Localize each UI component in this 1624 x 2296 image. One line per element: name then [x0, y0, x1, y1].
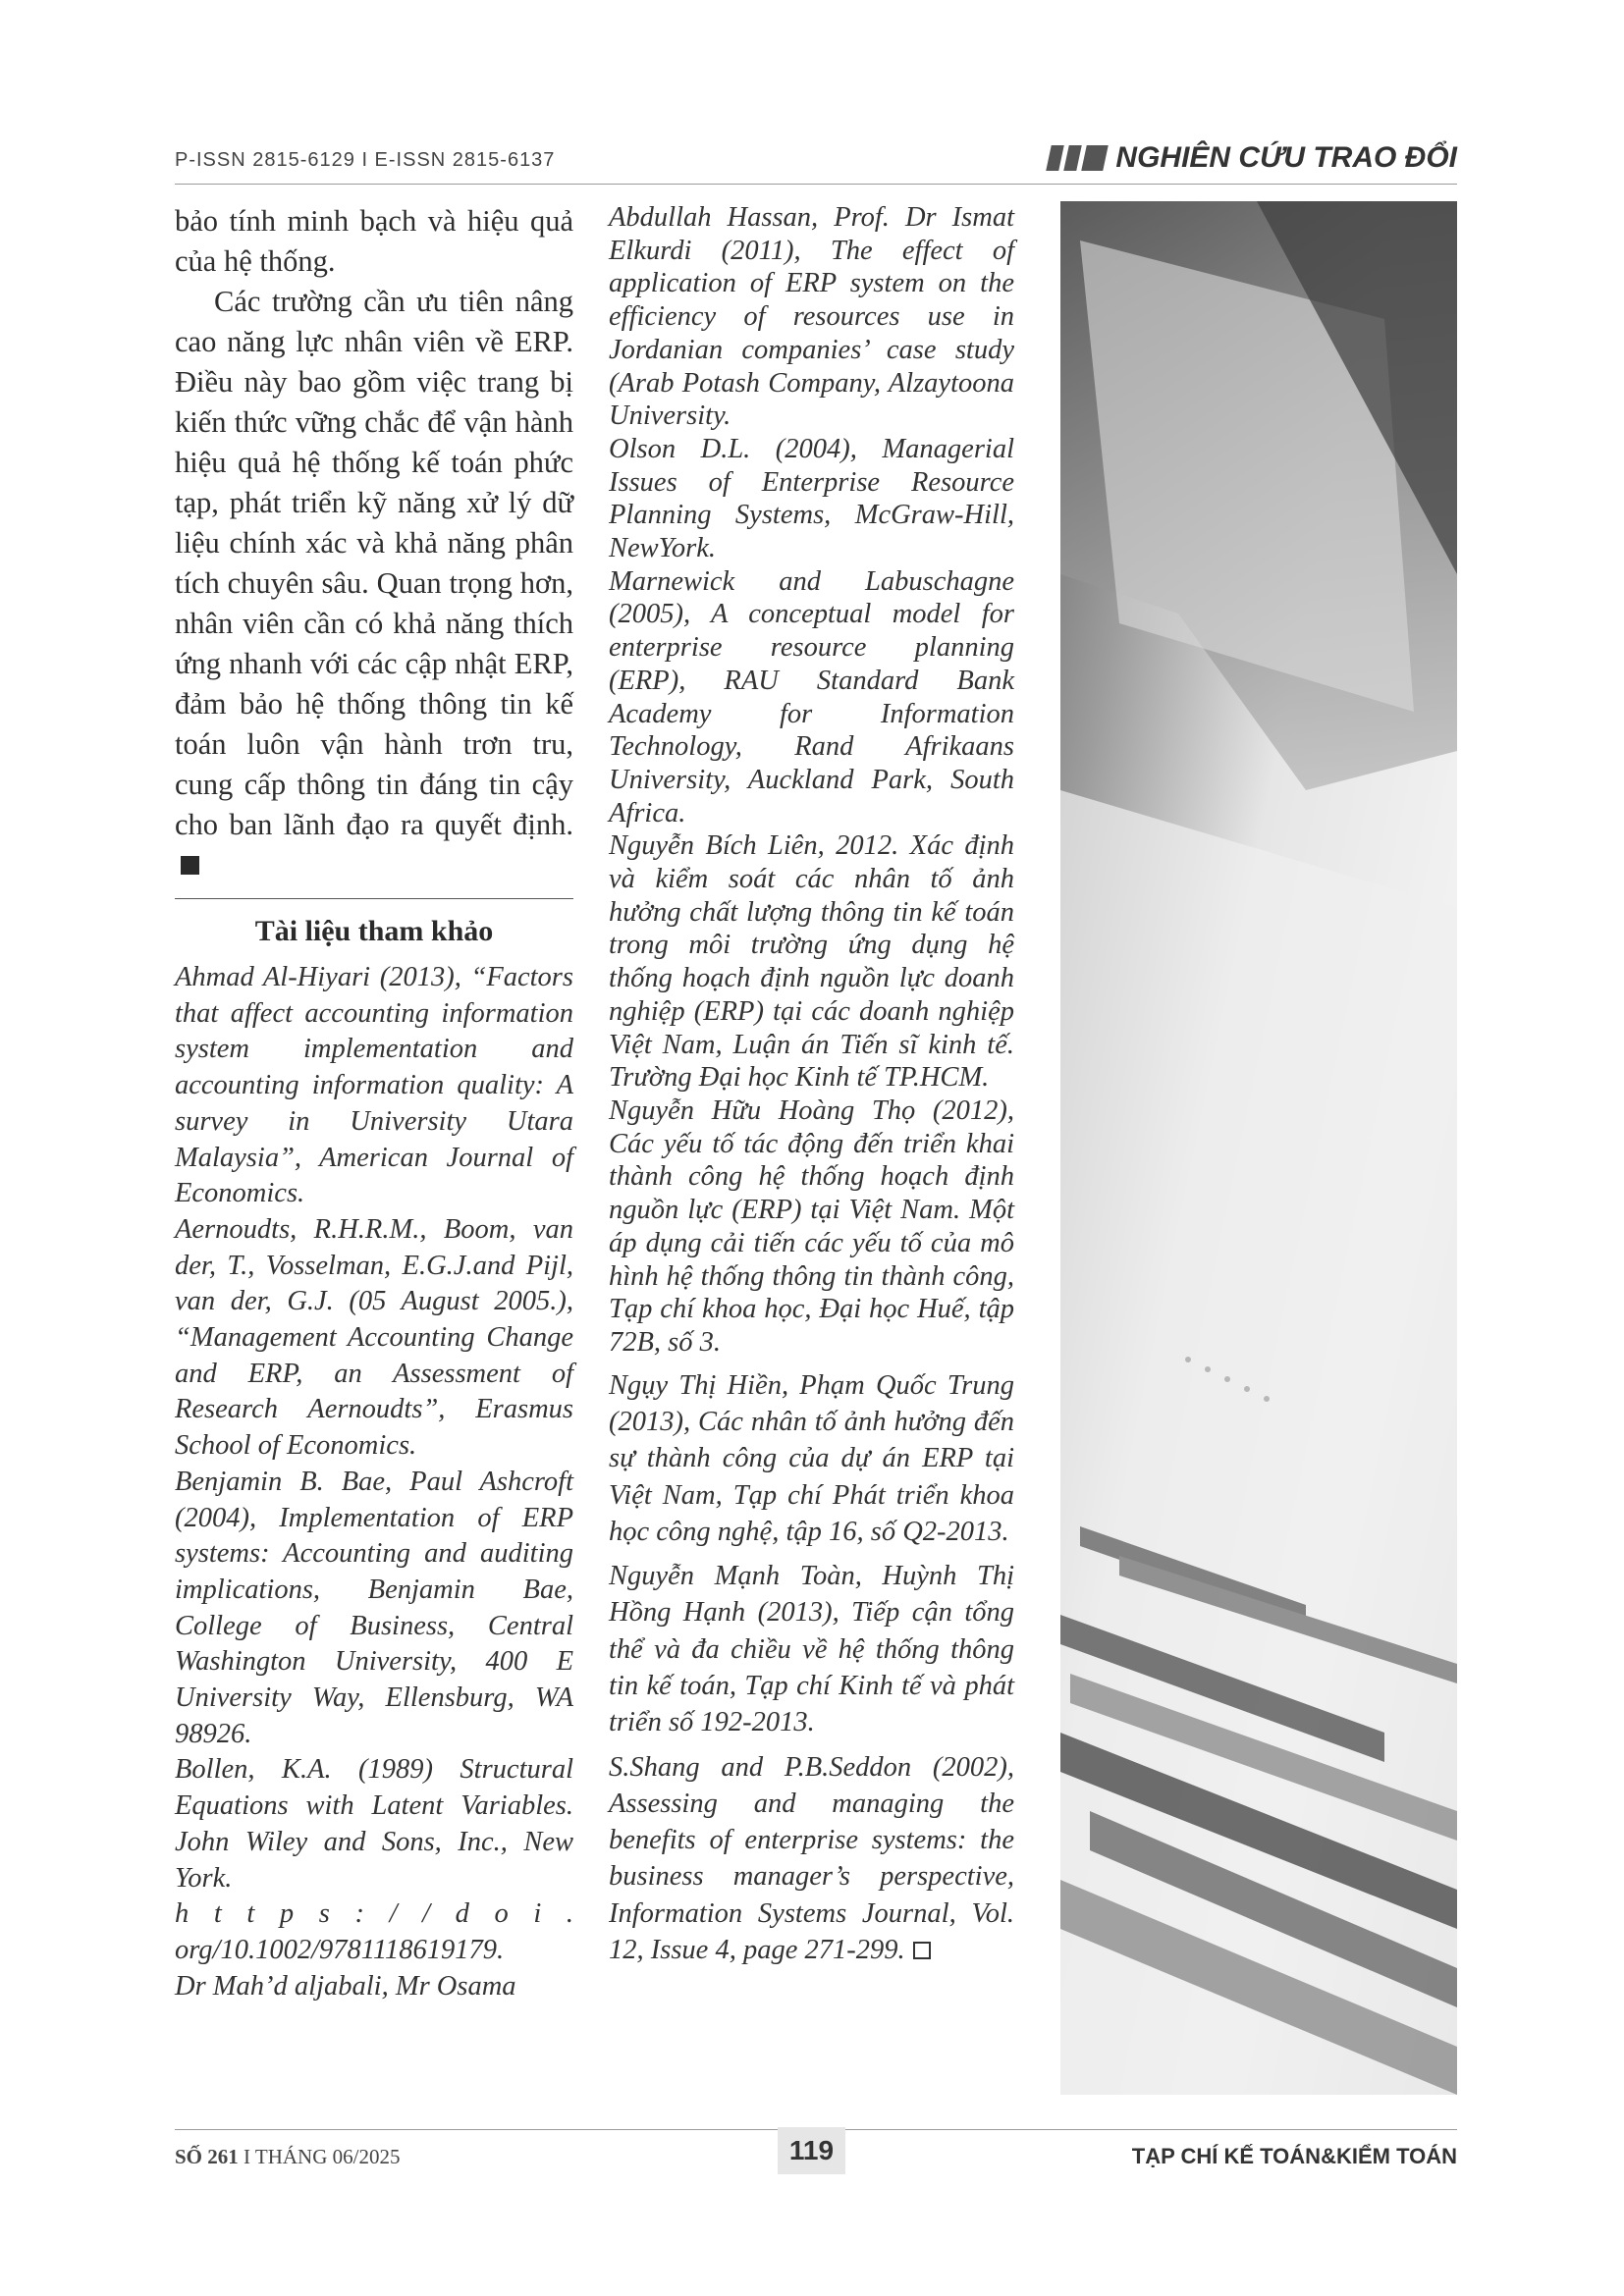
body-paragraph-2-text: Các trường cần ưu tiên nâng cao năng lực nhân viên về ERP. Điều này bao gồm việc trang bị kiến thức vững chắc để vận hành hiệu quả hệ thống kế toán phức tạp, phát triển kỹ năng xử lý dữ liệu chính xác và khả năng phân tích chuyên sâu. Quan trọng hơn, nhân viên cần có khả năng thích ứng nhanh với các cập nhật ERP, đảm bảo hệ thống thông tin kế toán luôn vận hành trơn tru, cung cấp thông tin đáng tin cậy cho ban lãnh đạo ra quyết định. — [175, 285, 573, 841]
reference-item: Ahmad Al-Hiyari (2013), “Factors that affect accounting information system implementation and accounting information quality: A survey in University Utara Malaysia”, American Journal of Economics. — [175, 962, 573, 1209]
body-paragraph-2 — [175, 282, 573, 885]
reference-item: Nguyễn Mạnh Toàn, Huỳnh Thị Hồng Hạnh (2013), Tiếp cận tổng thể và đa chiều về hệ thống thông tin kế toán, Tạp chí Kinh tế và phát triển số 192-2013. — [609, 1561, 1014, 1738]
end-mark-icon — [181, 856, 199, 875]
reference-doi-link[interactable]: h t t p s : / / d o i . org/10.1002/9781118619179. — [175, 1898, 573, 1965]
reference-item: Nguyễn Hữu Hoàng Thọ (2012), Các yếu tố tác động đến triển khai thành công hệ thống hoạch định nguồn lực (ERP) tại Việt Nam. Một áp dụng cải tiến các yếu tố của mô hình hệ thống thông tin thành công, Tạp chí khoa học, Đại học Huế, tập 72B, số 3. — [609, 1095, 1014, 1358]
column-left — [175, 201, 573, 2004]
page-number: 119 — [778, 2127, 845, 2174]
issn-header: P-ISSN 2815-6129 I E-ISSN 2815-6137 — [175, 149, 556, 171]
reference-item: Aernoudts, R.H.R.M., Boom, van der, T., Vosselman, E.G.J.and Pijl, van der, G.J. (05 August 2005.), “Management Accounting Change and ERP, an Assessment of Research Aernoudts”, Erasmus School of Economics. — [175, 1213, 573, 1462]
decorative-chart-photo — [1060, 201, 1457, 2095]
issue-number: SỐ 261 — [175, 2145, 239, 2168]
reference-item: Olson D.L. (2004), Managerial Issues of Enterprise Resource Planning Systems, McGraw-Hill, NewYork. — [609, 433, 1014, 564]
references-heading: Tài liệu tham khảo — [254, 915, 494, 947]
reference-item-text: S.Shang and P.B.Seddon (2002), Assessing and managing the benefits of enterprise systems: the business manager’s perspective, Information Systems Journal, Vol. 12, Issue 4, page 271-299. — [609, 1751, 1014, 1966]
header-bars-decoration — [1049, 145, 1106, 171]
reference-item: Nguyễn Bích Liên, 2012. Xác định và kiểm soát các nhân tố ảnh hưởng chất lượng thông tin kế toán trong môi trường ứng dụng hệ thống hoạch định nguồn lực doanh nghiệp (ERP) tại các doanh nghiệp Việt Nam, Luận án Tiến sĩ kinh tế. Trường Đại học Kinh tế TP.HCM. — [609, 830, 1014, 1094]
reference-item — [609, 1749, 1014, 1969]
journal-name: TẠP CHÍ KẾ TOÁN&KIỂM TOÁN — [1131, 2144, 1457, 2168]
footer-issue — [175, 2145, 400, 2169]
end-mark-hollow-icon — [913, 1942, 931, 1959]
column-middle — [609, 201, 1014, 1968]
section-header — [1049, 141, 1457, 175]
body-paragraph-1: bảo tính minh bạch và hiệu quả của hệ thống. — [175, 204, 573, 278]
reference-item-start: Dr Mah’d aljabali, Mr Osama — [175, 1970, 516, 2002]
reference-item-continued: Abdullah Hassan, Prof. Dr Ismat Elkurdi (2011), The effect of application of ERP system on the efficiency of resources use in Jordanian companies’ case study (Arab Potash Company, Alzaytoona University. — [609, 202, 1014, 432]
reference-item: Ngụy Thị Hiền, Phạm Quốc Trung (2013), Các nhân tố ảnh hưởng đến sự thành công của dự án ERP tại Việt Nam, Tạp chí Phát triển khoa học công nghệ, tập 16, số Q2-2013. — [609, 1369, 1014, 1547]
reference-item: Benjamin B. Bae, Paul Ashcroft (2004), Implementation of ERP systems: Accounting and auditing implications, Benjamin Bae, College of Business, Central Washington University, 400 E University Way, Ellensburg, WA 98926. — [175, 1466, 573, 1749]
reference-item: Marnewick and Labuschagne (2005), A conceptual model for enterprise resource planning (ERP), RAU Standard Bank Academy for Information Technology, Rand Afrikaans University, Auckland Park, South Africa. — [609, 565, 1014, 828]
reference-item: Bollen, K.A. (1989) Structural Equations with Latent Variables. John Wiley and Sons, Inc., New York. — [175, 1754, 573, 1894]
header-divider — [175, 184, 1457, 185]
issue-month: I THÁNG 06/2025 — [244, 2145, 401, 2168]
section-title: NGHIÊN CỨU TRAO ĐỔI — [1115, 141, 1457, 174]
references-divider — [175, 898, 573, 899]
